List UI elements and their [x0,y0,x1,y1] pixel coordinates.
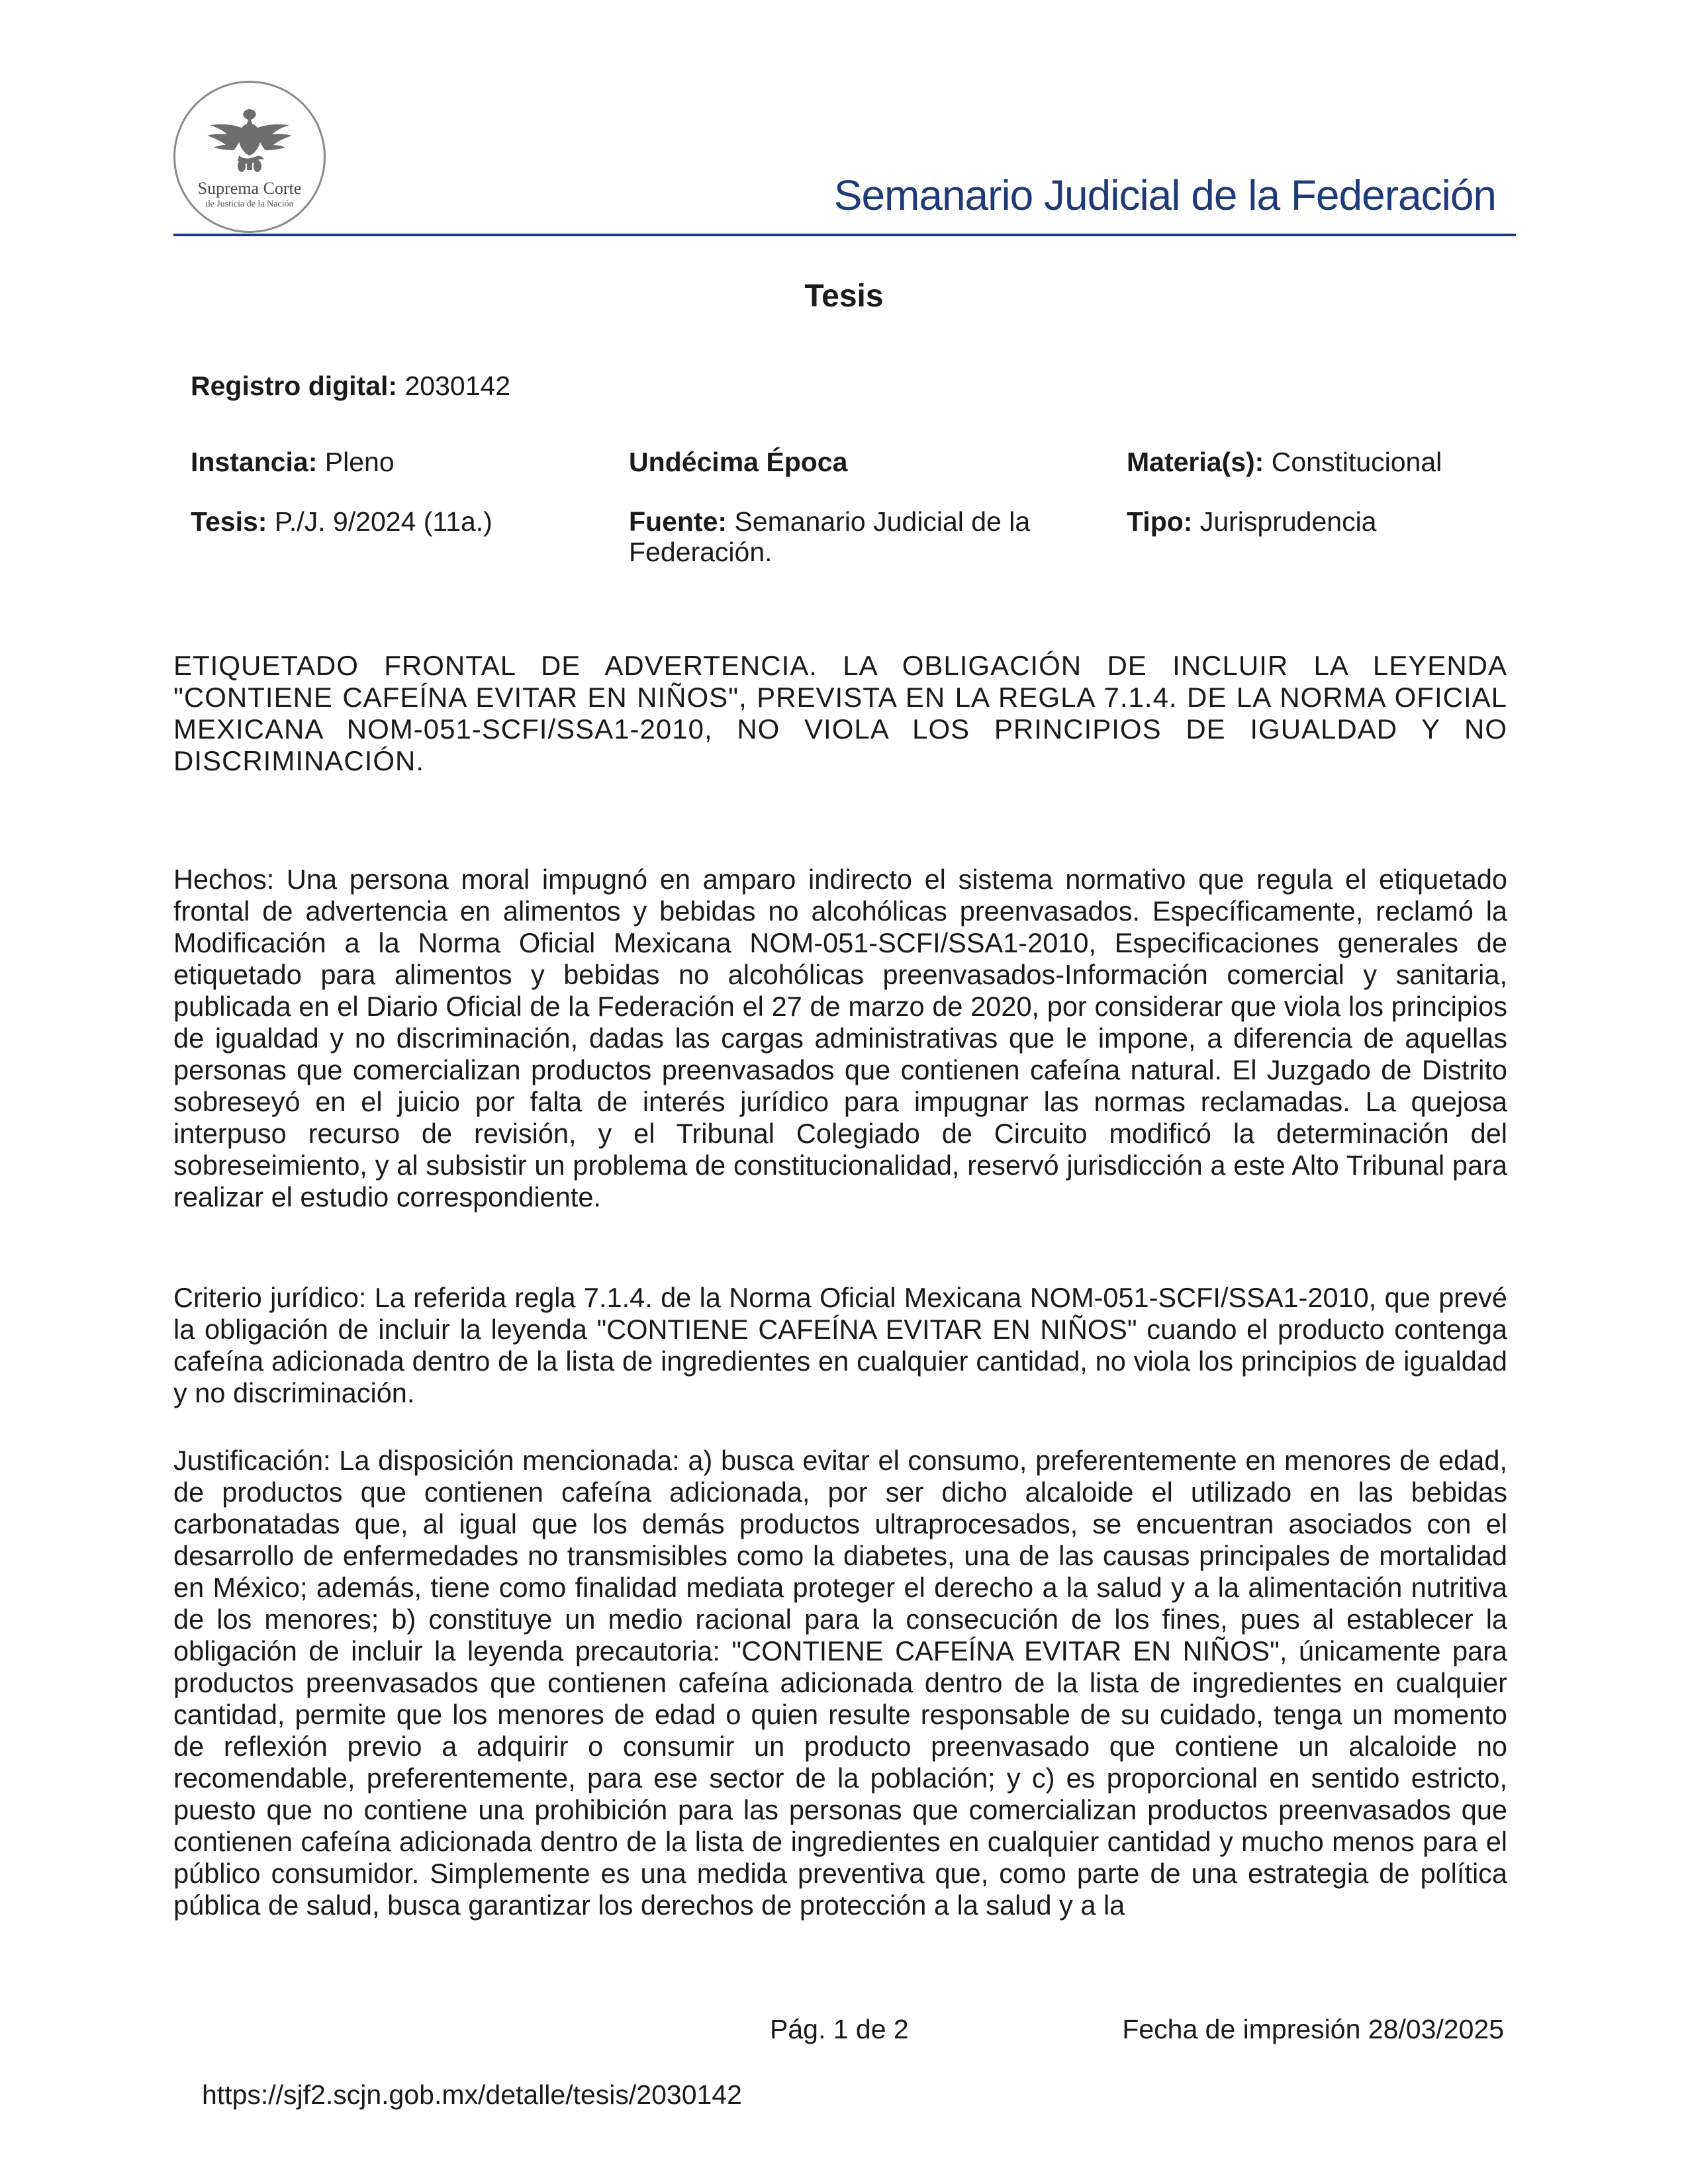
document-type-heading: Tesis [804,279,884,314]
header-title: Semanario Judicial de la Federación [833,171,1496,219]
materia-value: Constitucional [1271,447,1442,477]
logo-text-line2: de Justicia de la Nación [205,199,294,209]
tipo [1127,506,1376,537]
instancia [191,447,395,477]
registro-digital [191,371,510,401]
tesis-number [191,506,492,537]
tesis-label: Tesis: [191,506,267,537]
fuente [629,506,1079,567]
tipo-label: Tipo: [1127,506,1193,537]
tesis-value: P./J. 9/2024 (11a.) [274,506,492,537]
scjn-logo [173,81,326,233]
page-number: Pág. 1 de 2 [770,2014,909,2044]
epoca-value: Undécima Época [629,447,848,477]
header-divider [173,234,1516,236]
paragraph-hechos: Hechos: Una persona moral impugnó en amparo indirecto el sistema normativo que regula el etiquetado frontal de advertencia en alimentos y bebidas no alcohólicas preenvasados. Específicamente, reclamó la Modificación a la Norma Oficial Mexicana NOM-051-SCFI/SSA1-2010, Especificaciones generales de etiquetado para alimentos y bebidas no alcohólicas preenvasados-Información comercial y sanitaria, publicada en el Diario Oficial de la Federación el 27 de marzo de 2020, por considerar que viola los principios de igualdad y no discriminación, dadas las cargas administrativas que le impone, a diferencia de aquellas personas que comercializan productos preenvasados que contienen cafeína natural. El Juzgado de Distrito sobreseyó en el juicio por falta de interés jurídico para impugnar las normas reclamadas. La quejosa interpuso recurso de revisión, y el Tribunal Colegiado de Circuito modificó la determinación del sobreseimiento, y al subsistir un problema de constitucionalidad, reservó jurisdicción a este Alto Tribunal para realizar el estudio correspondiente. [173,864,1507,1212]
logo-text-line1: Suprema Corte [197,179,302,198]
fuente-label: Fuente: [629,506,727,537]
tipo-value: Jurisprudencia [1199,506,1377,537]
instancia-value: Pleno [324,447,395,477]
epoca [629,447,847,477]
fuente-value: Semanario Judicial de la Federación. [629,506,1031,567]
paragraph-criterio: Criterio jurídico: La referida regla 7.1.4. de la Norma Oficial Mexicana NOM-051-SCFI/SSA1-2010, que prevé la obligación de incluir la leyenda "CONTIENE CAFEÍNA EVITAR EN NIÑOS" cuando el producto contenga cafeína adicionada dentro de la lista de ingredientes en cualquier cantidad, no viola los principios de igualdad y no discriminación. [173,1282,1507,1408]
registro-label: Registro digital: [191,371,398,401]
registro-value: 2030142 [404,371,511,401]
materia [1127,447,1442,477]
instancia-label: Instancia: [191,447,318,477]
tesis-rubro: ETIQUETADO FRONTAL DE ADVERTENCIA. LA OBLIGACIÓN DE INCLUIR LA LEYENDA "CONTIENE CAFEÍNA EVITAR EN NIÑOS", PREVISTA EN LA REGLA 7.1.4. DE LA NORMA OFICIAL MEXICANA NOM-051-SCFI/SSA1-2010, NO VIOLA LOS PRINCIPIOS DE IGUALDAD Y NO DISCRIMINACIÓN. [173,650,1507,776]
source-url: https://sjf2.scjn.gob.mx/detalle/tesis/2030142 [202,2079,742,2110]
print-date: Fecha de impresión 28/03/2025 [1122,2014,1504,2044]
paragraph-justificacion: Justificación: La disposición mencionada: a) busca evitar el consumo, preferentemente en menores de edad, de productos que contienen cafeína adicionada, por ser dicho alcaloide el utilizado en las bebidas carbonatadas que, al igual que los demás productos ultraprocesados, se encuentran asociados con el desarrollo de enfermedades no transmisibles como la diabetes, una de las causas principales de mortalidad en México; además, tiene como finalidad mediata proteger el derecho a la salud y a la alimentación nutritiva de los menores; b) constituye un medio racional para la consecución de los fines, pues al establecer la obligación de incluir la leyenda precautoria: "CONTIENE CAFEÍNA EVITAR EN NIÑOS", únicamente para productos preenvasados que contienen cafeína adicionada dentro de la lista de ingredientes en cualquier cantidad, permite que los menores de edad o quien resulte responsable de su cuidado, tenga un momento de reflexión previo a adquirir o consumir un producto preenvasado que contiene un alcaloide no recomendable, preferentemente, para ese sector de la población; y c) es proporcional en sentido estricto, puesto que no contiene una prohibición para las personas que comercializan productos preenvasados que contienen cafeína adicionada dentro de la lista de ingredientes en cualquier cantidad y mucho menos para el público consumidor. Simplemente es una medida preventiva que, como parte de una estrategia de política pública de salud, busca garantizar los derechos de protección a la salud y a la [173,1445,1507,1921]
materia-label: Materia(s): [1127,447,1264,477]
